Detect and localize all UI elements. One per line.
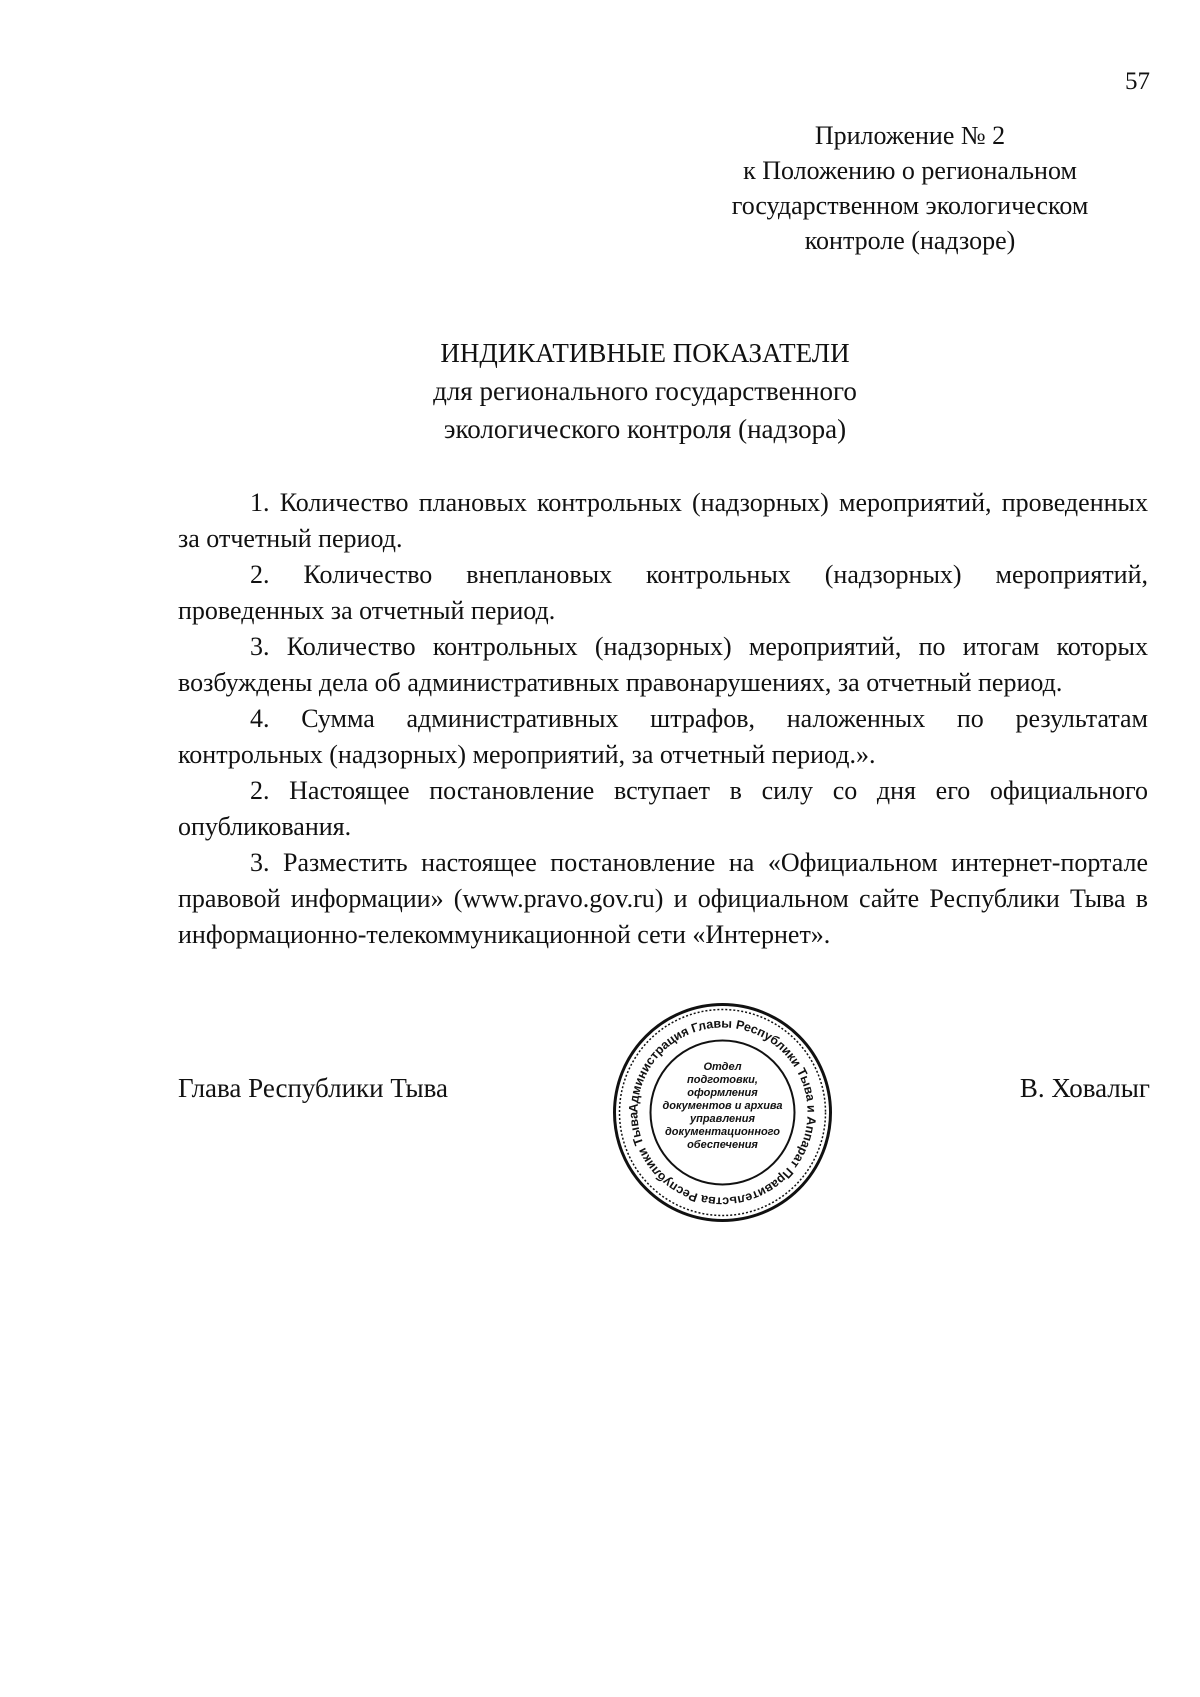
signature-position: Глава Республики Тыва — [178, 1073, 449, 1103]
title-subline: для регионального государственного — [433, 376, 857, 406]
seal-center-line: обеспечения — [687, 1139, 758, 1151]
appendix-line: Приложение № 2 — [814, 121, 1006, 150]
paragraph: 3. Количество контрольных (надзорных) мероприятий, по итогам которых возбуждены дела об административных правонарушениях, за отчетный период. — [178, 632, 1148, 697]
seal-center-line: документов и архива — [662, 1100, 783, 1112]
document-title — [220, 334, 1070, 448]
seal-center-line: управления — [690, 1113, 755, 1125]
seal-center-line: подготовки, — [687, 1074, 758, 1086]
title-subline: экологического контроля (надзора) — [443, 414, 847, 444]
page-number: 57 — [1125, 68, 1150, 95]
seal-center-line: документационного — [664, 1126, 781, 1138]
seal-center-line: оформления — [687, 1087, 758, 1099]
paragraph: 2. Количество внеплановых контрольных (надзорных) мероприятий, проведенных за отчетный период. — [178, 560, 1148, 625]
seal-center-line: Отдел — [703, 1061, 742, 1073]
paragraph: 1. Количество плановых контрольных (надзорных) мероприятий, проведенных за отчетный период. — [178, 488, 1148, 553]
document-body — [178, 485, 1148, 953]
appendix-line: контроле (надзоре) — [804, 226, 1016, 255]
paragraph: 4. Сумма административных штрафов, наложенных по результатам контрольных (надзорных) мероприятий, за отчетный период.». — [178, 704, 1148, 769]
appendix-header — [680, 118, 1140, 258]
signature-name: В. Ховалыг — [1019, 1073, 1150, 1103]
paragraph: 2. Настоящее постановление вступает в силу со дня его официального опубликования. — [178, 776, 1148, 841]
appendix-line: к Положению о региональном — [743, 156, 1077, 185]
seal-ring-textpath: Администрация Главы Республики Тыва и Аппарат Правительства Республики Тыва — [626, 1016, 819, 1209]
official-seal — [610, 1000, 835, 1225]
appendix-line: государственном экологическом — [731, 191, 1089, 220]
title-main: ИНДИКАТИВНЫЕ ПОКАЗАТЕЛИ — [440, 338, 850, 368]
paragraph: 3. Разместить настоящее постановление на «Официальном интернет-портале правовой информации» (www.pravo.gov.ru) и официальном сайте Республики Тыва в информационно-телекоммуникационной сети «Интернет». — [178, 848, 1148, 949]
